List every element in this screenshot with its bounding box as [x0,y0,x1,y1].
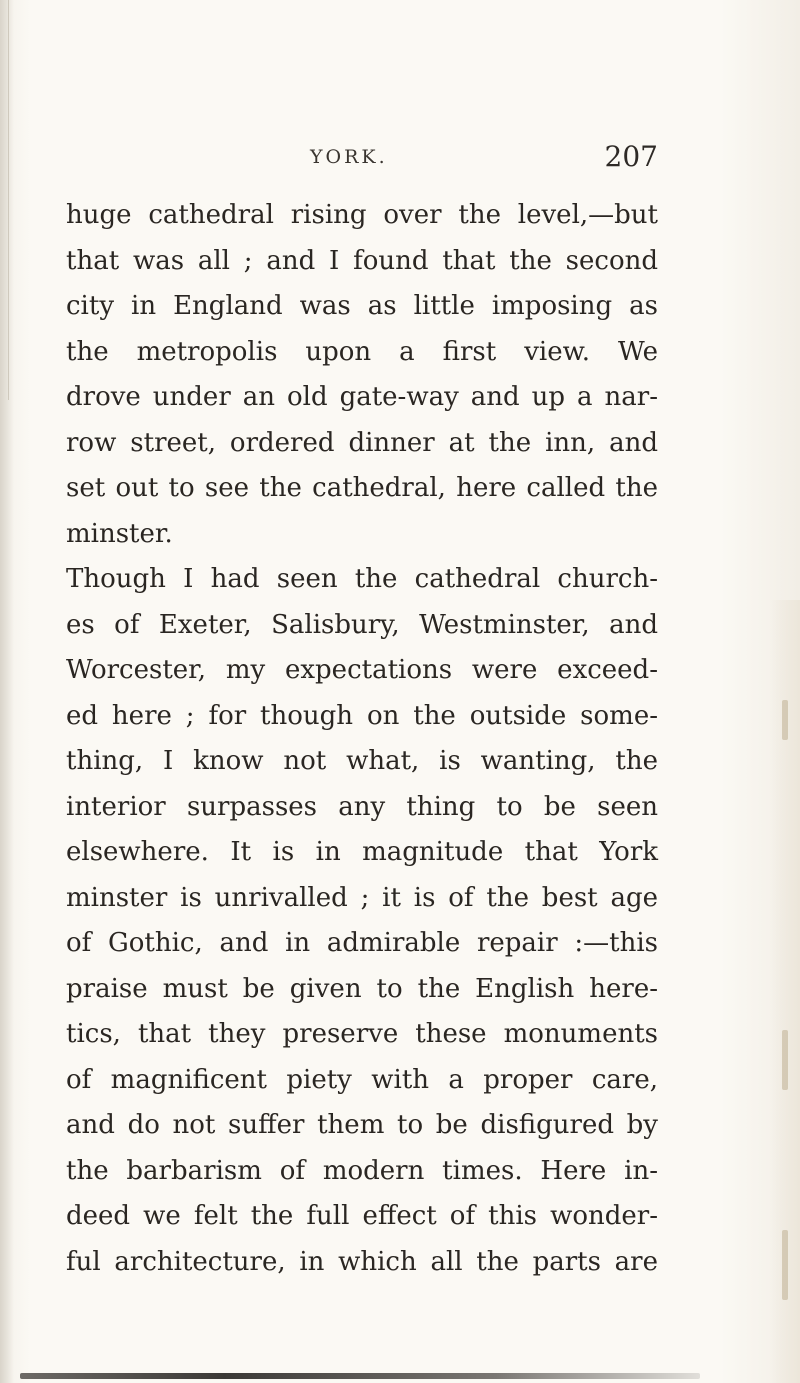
text-line: the metropolis upon a first view. We [66,336,658,367]
running-head: YORK. [310,146,388,168]
text-line: praise must be given to the English here- [66,973,658,1004]
text-line: of magnificent piety with a proper care, [66,1064,658,1095]
text-line: es of Exeter, Salisbury, Westminster, and [66,609,658,640]
margin-stain [782,1030,788,1090]
text-line: deed we felt the full effect of this wonder- [66,1201,658,1231]
text-line: ful architecture, in which all the parts are [66,1246,658,1277]
text-line: tics, that they preserve these monuments [66,1019,658,1049]
text-line: of Gothic, and in admirable repair :—this [66,928,658,958]
text-line: elsewhere. It is in magnitude that York [66,837,658,867]
text-line: city in England was as little imposing as [66,291,658,321]
margin-stain [782,700,788,740]
text-line: row street, ordered dinner at the inn, and [66,427,658,458]
scan-edge-strip [20,1373,700,1379]
text-line: drove under an old gate-way and up a nar- [66,382,658,412]
text-line: set out to see the cathedral, here called the [66,473,658,503]
text-line: minster. [66,518,173,549]
page-header [66,142,658,182]
text-line: minster is unrivalled ; it is of the best age [66,882,658,913]
text-line: the barbarism of modern times. Here in- [66,1155,658,1186]
text-line: huge cathedral rising over the level,—but [66,200,658,230]
text-line: thing, I know not what, is wanting, the [66,746,658,776]
margin-stain [782,1230,788,1300]
binding-rule [8,0,9,400]
text-line: interior surpasses any thing to be seen [66,791,658,822]
text-line: ed here ; for though on the outside some- [66,700,658,731]
text-line: Worcester, my expectations were exceed- [66,655,658,685]
body-text [66,193,658,1285]
page-number: 207 [604,140,658,173]
text-line: that was all ; and I found that the second [66,245,658,276]
text-line: Though I had seen the cathedral church- [66,564,658,594]
binding-shadow [0,0,14,1383]
text-line: and do not suffer them to be disfigured by [66,1110,658,1140]
